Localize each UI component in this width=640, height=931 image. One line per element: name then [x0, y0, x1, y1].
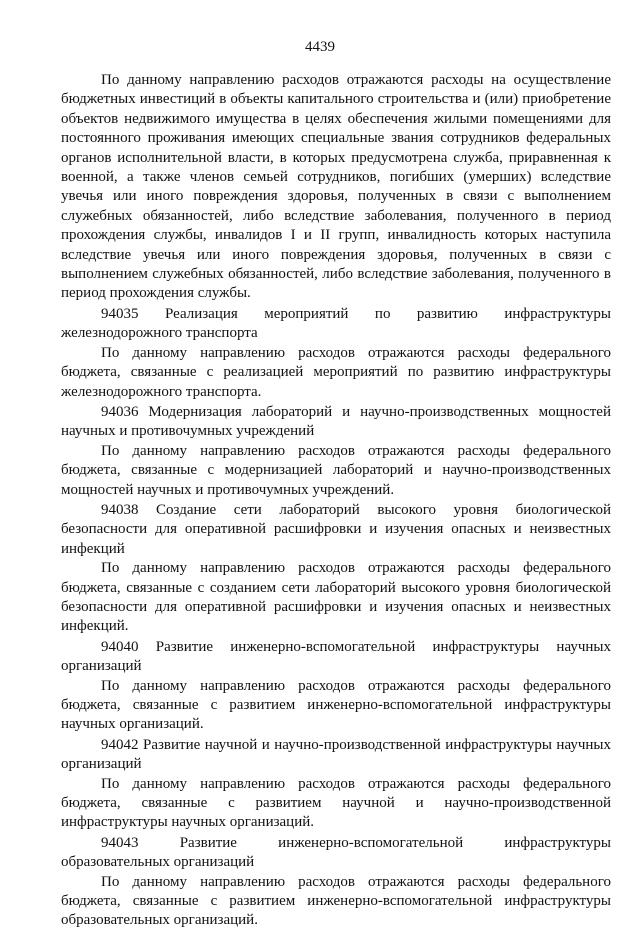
- page-number: 4439: [305, 39, 335, 55]
- entry-heading-94038: 94038 Создание сети лабораторий высокого уровня биологической безопасности для оперативной расшифровки и изучения опасных и неизвестных инфекций: [61, 501, 611, 557]
- entry-description-94036: По данному направлению расходов отражаются расходы федерального бюджета, связанные с модернизацией лабораторий и научно-производственных мощностей научных и противочумных учреждений.: [61, 442, 611, 498]
- document-body: [61, 71, 611, 931]
- entry-description-94038: По данному направлению расходов отражаются расходы федерального бюджета, связанные с созданием сети лабораторий высокого уровня биологической безопасности для оперативной расшифровки и изучения опасных и неизвестных инфекций.: [61, 560, 611, 635]
- entry-description-94040: По данному направлению расходов отражаются расходы федерального бюджета, связанные с развитием инженерно-вспомогательной инфраструктуры научных организаций.: [61, 677, 611, 733]
- paragraph-intro: По данному направлению расходов отражаются расходы на осуществление бюджетных инвестиций в объекты капитального строительства и (или) приобретение объектов недвижимого имущества в целях обеспечения жилыми помещениями для постоянного проживания имеющих специальные звания сотрудников федеральных органов исполнительной власти, в которых предусмотрена служба, приравненная к военной, а также членов семьей сотрудников, погибших (умерших) вследствие увечья или иного повреждения здоровья, полученных в связи с выполнением служебных обязанностей, либо вследствие заболевания, полученного в период прохождения службы, инвалидов I и II групп, инвалидность которых наступила вследствие увечья или иного повреждения здоровья, полученных в связи с выполнением служебных обязанностей, либо вследствие заболевания, полученного в период прохождения службы.: [61, 72, 611, 302]
- entry-heading-94042: 94042 Развитие научной и научно-производственной инфраструктуры научных организаций: [61, 736, 611, 773]
- entry-description-94042: По данному направлению расходов отражаются расходы федерального бюджета, связанные с развитием научной и научно-производственной инфраструктуры научных организаций.: [61, 775, 611, 831]
- entry-heading-94043: 94043 Развитие инженерно-вспомогательной инфраструктуры образовательных организаций: [61, 834, 611, 871]
- entry-heading-94036: 94036 Модернизация лабораторий и научно-производственных мощностей научных и противочумных учреждений: [61, 403, 611, 440]
- entry-description-94035: По данному направлению расходов отражаются расходы федерального бюджета, связанные с реализацией мероприятий по развитию инфраструктуры железнодорожного транспорта.: [61, 344, 611, 400]
- entry-heading-94040: 94040 Развитие инженерно-вспомогательной инфраструктуры научных организаций: [61, 638, 611, 675]
- entry-description-94043: По данному направлению расходов отражаются расходы федерального бюджета, связанные с развитием инженерно-вспомогательной инфраструктуры образовательных организаций.: [61, 873, 611, 929]
- entry-heading-94035: 94035 Реализация мероприятий по развитию инфраструктуры железнодорожного транспорта: [61, 305, 611, 342]
